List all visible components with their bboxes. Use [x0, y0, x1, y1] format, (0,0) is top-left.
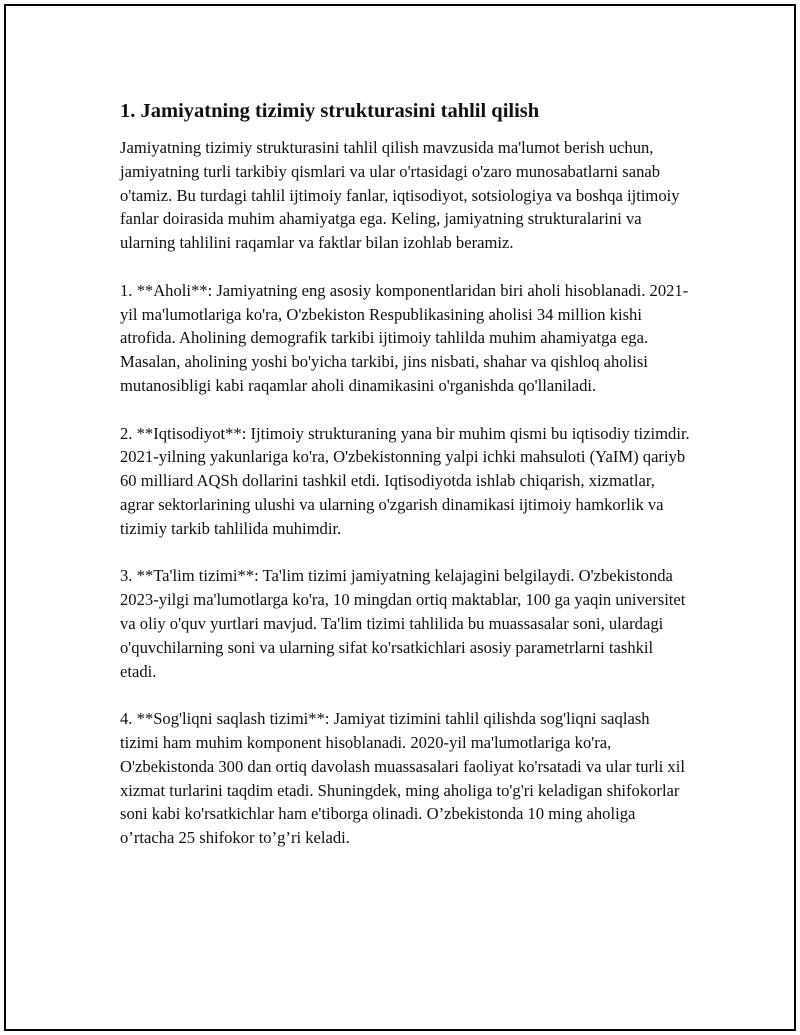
paragraph-sogliqni-saqlash: 4. **Sog'liqni saqlash tizimi**: Jamiyat tizimini tahlil qilishda sog'liqni saqlash tizimi ham muhim komponent hisoblanadi. 2020-yil ma'lumotlariga ko'ra, O'zbekistonda 300 dan ortiq davolash muassasalari faoliyat ko'rsatadi va ular turli xil xizmat turlarini taqdim etadi. Shuningdek, ming aholiga to'g'ri keladigan shifokorlar soni kabi ko'rsatkichlar ham e'tiborga olinadi. O’zbekistonda 10 ming aholiga o’rtacha 25 shifokor to’g’ri keladi.	[120, 709, 685, 848]
paragraph-aholi: 1. **Aholi**: Jamiyatning eng asosiy komponentlaridan biri aholi hisoblanadi. 2021-yil ma'lumotlariga ko'ra, O'zbekiston Respublikasining aholisi 34 million kishi atrofida. Aholining demografik tarkibi ijtimoiy tahlilda muhim ahamiyatga ega. Masalan, aholining yoshi bo'yicha tarkibi, jins nisbati, shahar va qishloq aholisi mutanosibligi kabi raqamlar aholi dinamikasini o'rganishda qo'llaniladi.	[120, 280, 689, 395]
paragraph-iqtisodiyot: 2. **Iqtisodiyot**: Ijtimoiy strukturaning yana bir muhim qismi bu iqtisodiy tizimdir. 2021-yilning yakunlariga ko'ra, O'zbekistonning yalpi ichki mahsuloti (YaIM) qariyb 60 milliard AQSh dollarini tashkil etdi. Iqtisodiyotda ishlab chiqarish, xizmatlar, agrar sektorlarining ulushi va ularning o'zgarish dinamikasi ijtimoiy hamkorlik va tizimiy tarkib tahlilida muhimdir.	[120, 423, 690, 538]
intro-paragraph: Jamiyatning tizimiy strukturasini tahlil qilish mavzusida ma'lumot berish uchun, jamiyatning turli tarkibiy qismlari va ular o'rtasidagi o'zaro munosabatlarni sanab o'tamiz. Bu turdagi tahlil ijtimoiy fanlar, iqtisodiyot, sotsiologiya va boshqa ijtimoiy fanlar doirasida muhim ahamiyatga ega. Keling, jamiyatning strukturalarini va ularning tahlilini raqamlar va faktlar bilan izohlab beramiz.	[120, 138, 680, 253]
page-frame	[4, 4, 796, 1031]
document-body	[120, 98, 690, 874]
section-heading: 1. Jamiyatning tizimiy strukturasini tahlil qilish	[120, 100, 540, 122]
paragraph-talim-tizimi: 3. **Ta'lim tizimi**: Ta'lim tizimi jamiyatning kelajagini belgilaydi. O'zbekistonda 2023-yilgi ma'lumotlarga ko'ra, 10 mingdan ortiq maktablar, 100 ga yaqin universitet va oliy o'quv yurtlari mavjud. Ta'lim tizimi tahlilida bu muassasalar soni, ulardagi o'quvchilarning soni va ularning sifat ko'rsatkichlari asosiy parametrlarni tashkil etadi.	[120, 566, 686, 681]
